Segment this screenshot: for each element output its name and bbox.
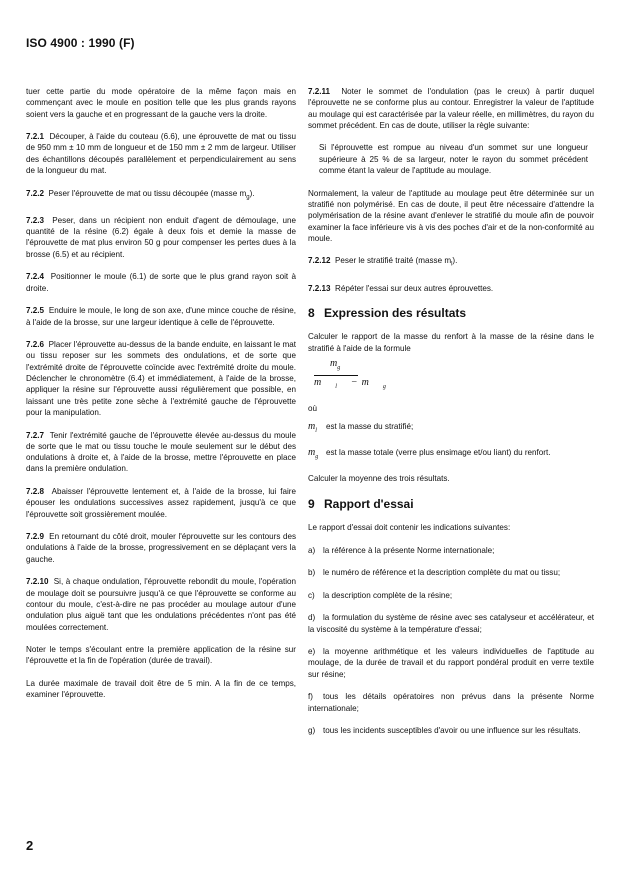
formula-subscript: l — [335, 384, 337, 391]
clause-number: 7.2.1 — [26, 132, 45, 142]
clause-subscript: g — [246, 194, 250, 201]
note-working-time: Noter le temps s'écoulant entre la première application de la résine sur l'éprouvette et la fin de l'opération (durée de travail). — [26, 645, 296, 666]
report-item — [308, 612, 594, 635]
formula-definitions — [308, 421, 594, 464]
item-text: tous les détails opératoires non prévus dans la présente Norme internationale; — [308, 692, 594, 713]
clause-number: 7.2.6 — [26, 340, 45, 350]
clause-number: 7.2.10 — [26, 577, 49, 587]
item-text: la description complète de la résine; — [323, 590, 453, 600]
clause-text: Répéter l'essai sur deux autres éprouvettes. — [335, 283, 494, 293]
report-item — [308, 725, 594, 736]
clause-number: 7.2.8 — [26, 487, 45, 496]
clause-tail: ). — [452, 256, 458, 266]
clause-text: Abaisser l'éprouvette lentement et, à l'aide de la brosse, lui faire épouser les ondulations successives assez rapidement, jusqu'à ce que l'éprouvette soit grossièrement moulée. — [26, 487, 296, 519]
clause-7-2-6 — [26, 339, 296, 418]
clause-text: Découper, à l'aide du couteau (6.6), une éprouvette de mat ou tissu de 950 mm ± 10 mm de longueur et de 150 mm ± 2 mm de largeur. Utiliser des échantillons découpés parallèlement et perpendiculairement au sens de la longueur du mat. — [26, 132, 296, 176]
clause-number: 7.2.4 — [26, 272, 45, 282]
report-item — [308, 567, 594, 578]
clause-text: Peser, dans un récipient non enduit d'agent de démoulage, une quantité de la résine (6.2) égale à deux fois et demie la masse de l'éprouvette de mat plus environ 50 g pour compenser les pertes dues à la brosse (6.5) et au récipient. — [26, 215, 297, 259]
clause-tail: ). — [249, 188, 255, 198]
clause-7-2-8 — [26, 486, 296, 520]
section-8-heading — [308, 305, 594, 320]
formula-subscript: g — [382, 384, 386, 391]
clause-7-2-3 — [26, 215, 296, 260]
definition-item — [308, 421, 594, 437]
item-letter: f) — [308, 692, 313, 702]
clause-7-2-9 — [26, 531, 296, 565]
section-title: Rapport d'essai — [324, 496, 414, 511]
item-letter: d) — [308, 613, 316, 623]
item-letter: a) — [308, 545, 316, 555]
formula-subscript: g — [337, 364, 341, 371]
clause-text: Si, à chaque ondulation, l'éprouvette rebondit du moule, l'opération de moulage doit se poursuivre jusqu'à ce que l'éprouvette se conforme au contour du moule, c'est-à-dire ne pas procéder au moulage autour d'une ondulation plus aiguë tant que les ondulations précédentes n'ont pas été moulées correctement. — [26, 577, 296, 632]
formula-denominator — [314, 377, 594, 393]
item-text: la moyenne arithmétique et les valeurs individuelles de l'aptitude au moulage, de la durée de travail et du rapport pondéral produit en verre textile sur résine; — [308, 647, 594, 679]
clause-7-2-11 — [308, 86, 594, 131]
clause-number: 7.2.5 — [26, 306, 45, 316]
clause-number: 7.2.9 — [26, 532, 45, 542]
report-item — [308, 590, 594, 601]
formula-numerator — [314, 358, 594, 374]
report-item — [308, 646, 594, 680]
page-number: 2 — [26, 838, 34, 853]
document-header: ISO 4900 : 1990 (F) — [26, 36, 135, 50]
clause-text: Positionner le moule (6.1) de sorte que le plus grand rayon soit à droite. — [26, 272, 296, 293]
note-max-time: La durée maximale de travail doit être de 5 min. A la fin de ce temps, examiner l'éprouvette. — [26, 679, 296, 700]
formula-operator: − — [350, 377, 358, 389]
clause-number: 7.2.2 — [26, 188, 45, 198]
clause-text: En retournant du côté droit, mouler l'éprouvette sur les contours des ondulations à l'aide de la brosse, progressivement en se déplaçant vers la gauche. — [26, 532, 297, 564]
item-text: tous les incidents susceptibles d'avoir ou une influence sur les résultats. — [323, 726, 581, 736]
clause-7-2-10 — [26, 576, 296, 632]
section-8-intro: Calculer le rapport de la masse du renfort à la masse de la résine dans le stratifié à l'aide de la formule — [308, 332, 594, 353]
clause-7-2-4 — [26, 271, 296, 294]
clause-text: Enduire le moule, le long de son axe, d'une mince couche de résine, à l'aide de la brosse, sur une largeur identique à celle de l'éprouvette. — [26, 306, 296, 327]
item-letter: g) — [308, 726, 316, 736]
doubt-rule: Si l'éprouvette est rompue au niveau d'un sommet sur une longueur supérieure à 25 % de sa largeur, noter le rayon du sommet précédent comme étant la valeur de l'aptitude au moulage. — [319, 143, 588, 176]
clause-number: 7.2.12 — [308, 256, 331, 266]
definition-text: est la masse totale (verre plus ensimage et/ou liant) du renfort. — [326, 448, 551, 458]
clause-7-2-13 — [308, 283, 594, 294]
report-item — [308, 691, 594, 714]
normal-paragraph: Normalement, la valeur de l'aptitude au moulage peut être déterminée sur un stratifié non polymérisé. En cas de doute, il peut être nécessaire d'attendre la polymérisation de la résine avant d'enlever le stratifié du moule afin de pouvoir examiner la face inférieure vis à vis des poches d'air et de la non-conformité au moule. — [308, 188, 594, 243]
clause-7-2-5 — [26, 305, 296, 328]
clause-7-2-7 — [26, 430, 296, 475]
intro-paragraph: tuer cette partie du mode opératoire de la même façon mais en commençant avec le moule en position telle que les plus grands rayons soient vers la gauche et en progressant de la gauche vers la droite. — [26, 87, 296, 119]
definition-item — [308, 447, 594, 463]
report-items — [308, 545, 594, 737]
clause-text: Placer l'éprouvette au-dessus de la bande enduite, en laissant le mat ou tissu reposer sur les sommets des ondulations, et de sorte que l'extrémité droite de l'éprouvette coïncide avec l'extrémité droite du moule. Déclencher le chronomètre (6.4) et immédiatement, à l'aide de la brosse, appliquer la résine sur l'éprouvette aussi régulièrement que possible, en laissant une très petite zone sèche à l'extrémité gauche de l'éprouvette pour la manipulation. — [26, 340, 296, 417]
section-9-heading — [308, 496, 594, 511]
clause-7-2-12 — [308, 255, 594, 271]
formula-symbol: m — [314, 377, 322, 389]
definition-symbol: $m_l$ — [308, 420, 317, 434]
item-text: la formulation du système de résine avec ses catalyseur et accélérateur, et la viscosité du système à la température d'essai; — [308, 613, 594, 634]
section-number: 8 — [308, 305, 315, 320]
formula-where: où — [308, 404, 318, 414]
clause-7-2-2 — [26, 188, 296, 204]
section-8-closing: Calculer la moyenne des trois résultats. — [308, 474, 450, 484]
formula-symbol: m — [330, 357, 338, 369]
left-clauses — [26, 131, 296, 633]
fraction-bar — [314, 375, 358, 376]
clause-text: Peser le stratifié traité (masse m — [335, 256, 452, 266]
section-number: 9 — [308, 496, 315, 511]
section-title: Expression des résultats — [324, 305, 467, 320]
left-column — [26, 86, 296, 712]
report-item — [308, 545, 594, 556]
ratio-formula — [314, 358, 594, 394]
item-text: le numéro de référence et la description complète du mat ou tissu; — [323, 568, 561, 578]
clause-number: 7.2.13 — [308, 283, 331, 293]
clause-text: Peser l'éprouvette de mat ou tissu découpée (masse m — [48, 188, 247, 198]
item-letter: b) — [308, 568, 316, 578]
clause-subscript: l — [451, 262, 453, 269]
item-text: la référence à la présente Norme internationale; — [323, 545, 495, 555]
right-column — [308, 86, 594, 748]
item-letter: e) — [308, 647, 316, 657]
definition-text: est la masse du stratifié; — [326, 421, 414, 431]
definition-symbol: $m_g$ — [308, 447, 319, 461]
clause-number: 7.2.7 — [26, 430, 45, 440]
section-9-intro: Le rapport d'essai doit contenir les indications suivantes: — [308, 522, 511, 532]
clause-number: 7.2.3 — [26, 215, 45, 225]
clause-number: 7.2.11 — [308, 87, 331, 96]
clause-7-2-1 — [26, 131, 296, 176]
item-letter: c) — [308, 590, 315, 600]
formula-symbol: m — [361, 377, 369, 389]
clause-text: Noter le sommet de l'ondulation (pas le creux) à partir duquel l'éprouvette ne se conforme plus au contour. Enregistrer la valeur de l'aptitude au moulage qui est caractérisée par la valeur réelle, en millimètres, du rayon du sommet précédent. En cas de doute, utiliser la règle suivante: — [308, 87, 594, 130]
clause-text: Tenir l'extrémité gauche de l'éprouvette élevée au-dessus du moule de sorte que le mat ou tissu touche le moule seulement sur le début des ondulations à droite et, à l'aide de la brosse, mettre l'éprouvette en place dans la première ondulation. — [26, 430, 296, 474]
